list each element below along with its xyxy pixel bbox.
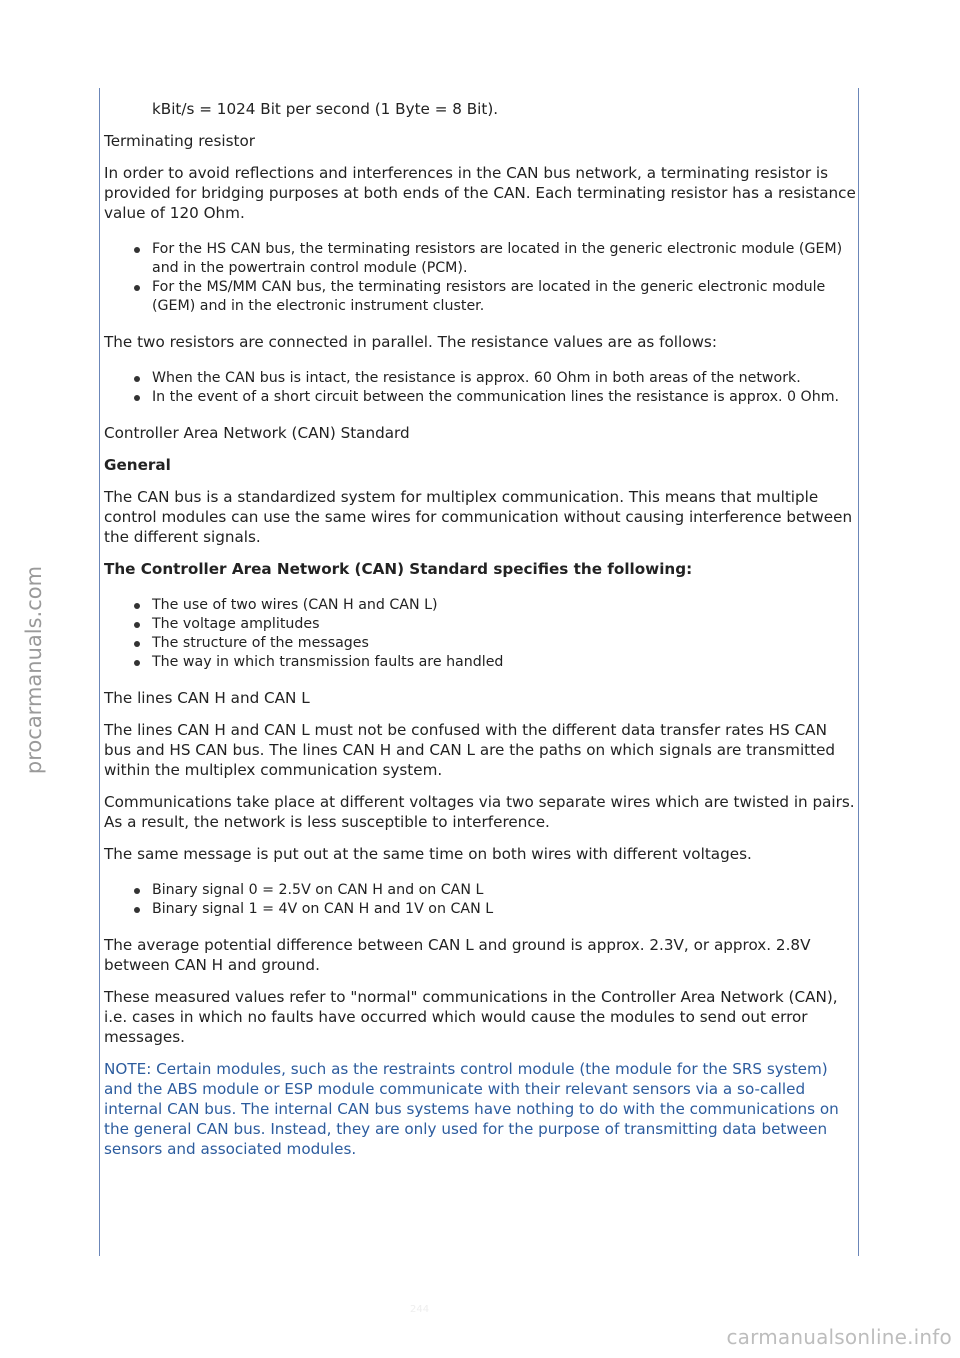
standard-specifies-list: [104, 596, 858, 672]
list-item: The voltage amplitudes: [104, 615, 858, 634]
resistor-location-list: [104, 240, 858, 316]
voltages-paragraph: Communications take place at different voltages via two separate wires which are twisted in pairs. As a result, the network is less susceptible to interference.: [104, 793, 855, 831]
bullet-icon: [134, 622, 140, 628]
right-margin-rule: [858, 88, 859, 1256]
bullet-icon: [134, 660, 140, 666]
intro-line: kBit/s = 1024 Bit per second (1 Byte = 8 Bit).: [152, 100, 499, 118]
bottom-watermark: carmanualsonline.info: [726, 1325, 952, 1349]
potential-difference-paragraph: The average potential difference between CAN L and ground is approx. 2.3V, or approx. 2.8V between CAN H and ground.: [104, 936, 811, 974]
list-item: For the HS CAN bus, the terminating resistors are located in the generic electronic module (GEM) and in the powertrain control module (PCM).: [104, 240, 858, 278]
note-paragraph: NOTE: Certain modules, such as the restraints control module (the module for the SRS system) and the ABS module or ESP module communicate with their relevant sensors via a so-called internal CAN bus. The internal CAN bus systems have nothing to do with the communications on the general CAN bus. Instead, they are only used for the purpose of transmitting data between sensors and associated modules.: [104, 1060, 839, 1158]
list-item: In the event of a short circuit between the communication lines the resistance is approx. 0 Ohm.: [104, 388, 858, 407]
parallel-paragraph: The two resistors are connected in parallel. The resistance values are as follows:: [104, 333, 717, 351]
bullet-icon: [134, 907, 140, 913]
terminating-resistor-heading: Terminating resistor: [104, 132, 256, 150]
list-item: Binary signal 1 = 4V on CAN H and 1V on CAN L: [104, 900, 858, 919]
bullet-icon: [134, 641, 140, 647]
bullet-icon: [134, 603, 140, 609]
bullet-icon: [134, 395, 140, 401]
list-item: The structure of the messages: [104, 634, 858, 653]
left-margin-rule: [99, 88, 100, 1256]
bullet-icon: [134, 247, 140, 253]
specifies-heading: The Controller Area Network (CAN) Standard specifies the following:: [104, 560, 693, 578]
side-watermark: procarmanuals.com: [22, 565, 46, 775]
list-item: The way in which transmission faults are handled: [104, 653, 858, 672]
bullet-icon: [134, 376, 140, 382]
list-item: When the CAN bus is intact, the resistance is approx. 60 Ohm in both areas of the network.: [104, 369, 858, 388]
resistance-values-list: [104, 369, 858, 407]
normal-communications-paragraph: These measured values refer to "normal" communications in the Controller Area Network (CAN), i.e. cases in which no faults have occurred which would cause the modules to send out error messages.: [104, 988, 838, 1046]
terminating-resistor-paragraph: In order to avoid reflections and interferences in the CAN bus network, a terminating resistor is provided for bridging purposes at both ends of the CAN. Each terminating resistor has a resistance value of 120 Ohm.: [104, 164, 856, 222]
page-number: 244: [410, 1304, 430, 1315]
can-standard-heading: Controller Area Network (CAN) Standard: [104, 424, 410, 442]
general-paragraph: The CAN bus is a standardized system for multiplex communication. This means that multiple control modules can use the same wires for communication without causing interference between the different signals.: [104, 488, 853, 546]
can-lines-paragraph: The lines CAN H and CAN L must not be confused with the different data transfer rates HS CAN bus and HS CAN bus. The lines CAN H and CAN L are the paths on which signals are transmitted within the multiplex communication system.: [104, 721, 836, 779]
bullet-icon: [134, 285, 140, 291]
same-message-paragraph: The same message is put out at the same time on both wires with different voltages.: [104, 845, 752, 863]
list-item: Binary signal 0 = 2.5V on CAN H and on CAN L: [104, 881, 858, 900]
binary-signal-list: [104, 881, 858, 919]
bullet-icon: [134, 888, 140, 894]
list-item: For the MS/MM CAN bus, the terminating resistors are located in the generic electronic module (GEM) and in the electronic instrument cluster.: [104, 278, 858, 316]
document-body: [104, 99, 858, 1159]
can-lines-heading: The lines CAN H and CAN L: [104, 689, 310, 707]
list-item: The use of two wires (CAN H and CAN L): [104, 596, 858, 615]
general-heading: General: [104, 456, 171, 474]
